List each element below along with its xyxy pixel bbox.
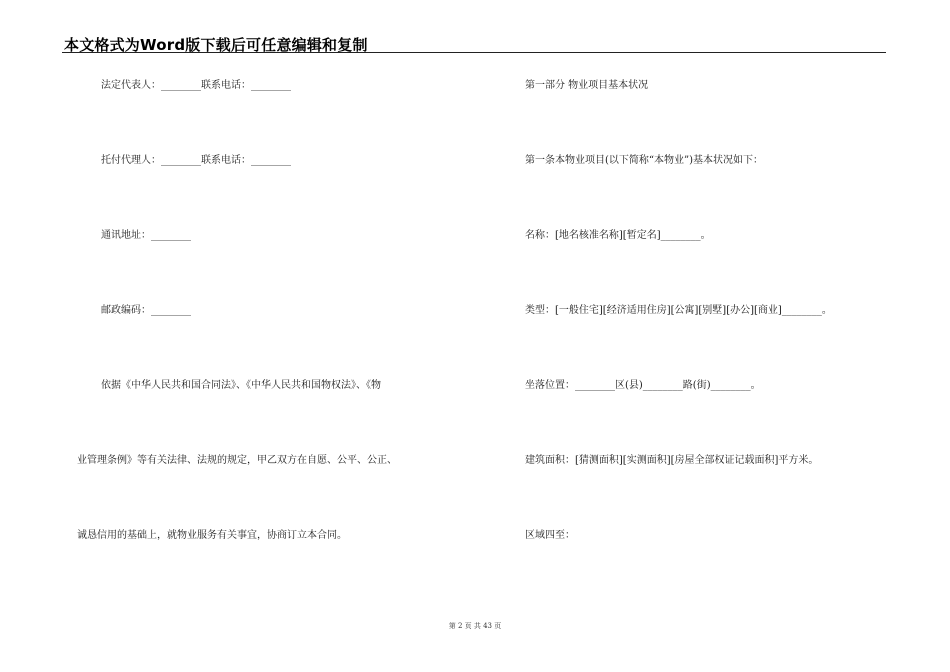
area-boundaries-line: 区域四至： [525, 530, 575, 541]
property-name-line: 名称：[地名核准名称][暂定名]________。 [525, 230, 711, 241]
document-banner: 本文格式为Word版下载后可任意编辑和复制 [64, 36, 368, 54]
header-divider [62, 52, 886, 53]
preamble-line-3: 诚恳信用的基础上，就物业服务有关事宜，协商订立本合同。 [77, 530, 347, 541]
preamble-line-1: 依据《中华人民共和国合同法》、《中华人民共和国物权法》、《物 [101, 380, 381, 391]
preamble-line-2: 业管理条例》等有关法律、法规的规定，甲乙双方在自愿、公平、公正、 [77, 455, 397, 466]
legal-representative-line: 法定代表人：________联系电话：________ [101, 80, 291, 91]
page-number-footer: 第 2 页 共 43 页 [448, 622, 502, 630]
building-area-line: 建筑面积：[猜测面积][实测面积][房屋全部权证记载面积]平方米。 [525, 455, 819, 466]
article-one-line: 第一条本物业项目(以下简称“本物业”)基本状况如下： [525, 155, 764, 166]
part-one-heading: 第一部分 物业项目基本状况 [525, 80, 649, 91]
authorized-agent-line: 托付代理人：________联系电话：________ [101, 155, 291, 166]
property-type-line: 类型：[一般住宅][经济适用住房][公寓][别墅][办公][商业]________。 [525, 305, 832, 316]
mailing-address-line: 通讯地址：________ [101, 230, 191, 241]
property-location-line: 坐落位置：________区(县)________路(街)________。 [525, 380, 761, 391]
postal-code-line: 邮政编码：________ [101, 305, 191, 316]
